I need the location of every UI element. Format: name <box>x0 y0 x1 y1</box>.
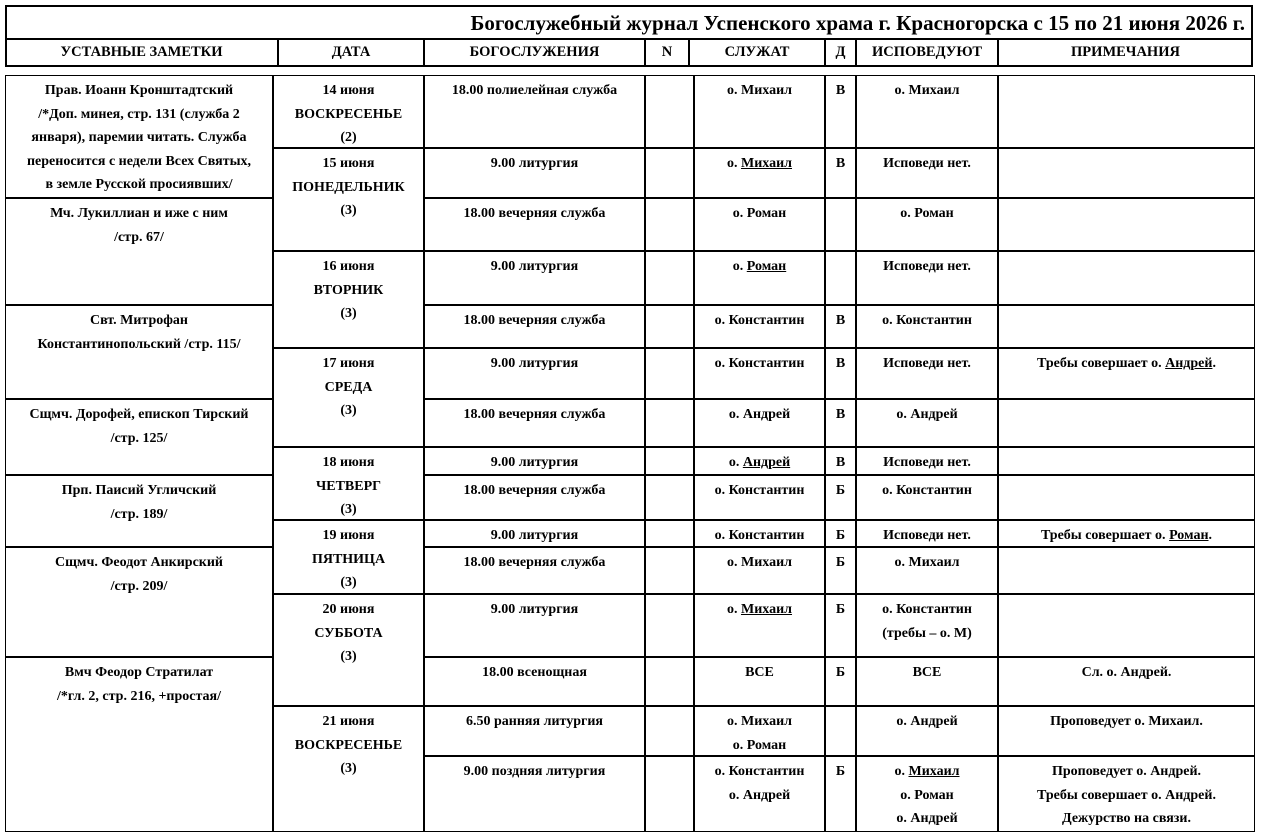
confess-cell <box>856 148 998 198</box>
d-cell <box>825 756 856 832</box>
service-label: 18.00 вечерняя служба <box>463 483 606 498</box>
d-cell <box>825 520 856 547</box>
remark-cell <box>998 399 1255 447</box>
date-label: 16 июня <box>322 259 375 274</box>
d-mark: Б <box>835 764 846 779</box>
note-line: Свт. Митрофан <box>89 313 188 328</box>
serve-name: о. Константин <box>714 528 805 543</box>
note-line: Прп. Паисий Угличский <box>61 483 217 498</box>
service-cell <box>424 305 645 348</box>
confess-cell <box>856 475 998 520</box>
remark-cell <box>998 75 1255 148</box>
n-cell <box>645 399 694 447</box>
service-cell <box>424 399 645 447</box>
weekday-label: ВТОРНИК <box>313 282 384 298</box>
confess-cell <box>856 547 998 594</box>
remark-text: Сл. о. Андрей. <box>1081 665 1172 680</box>
d-cell <box>825 399 856 447</box>
service-label: 18.00 вечерняя служба <box>463 206 606 221</box>
date-number: (3) <box>340 502 357 517</box>
service-label: 18.00 вечерняя служба <box>463 555 606 570</box>
d-cell <box>825 657 856 706</box>
confess-cell <box>856 251 998 305</box>
confess-cell <box>856 198 998 251</box>
date-label: 18 июня <box>322 455 375 470</box>
service-label: 18.00 вечерняя служба <box>463 407 606 422</box>
header-services: БОГОСЛУЖЕНИЯ <box>424 39 645 66</box>
d-mark: Б <box>835 665 846 680</box>
note-line: Сщмч. Дорофей, епископ Тирский <box>29 407 249 422</box>
serve-cell <box>694 756 825 832</box>
note-line: января), паремии читать. Служба <box>31 130 247 145</box>
date-label: 21 июня <box>322 714 375 729</box>
header-d: Д <box>825 39 856 66</box>
remark-cell <box>998 520 1255 547</box>
n-cell <box>645 547 694 594</box>
service-cell <box>424 520 645 547</box>
header-remarks: ПРИМЕЧАНИЯ <box>998 39 1253 66</box>
service-cell <box>424 447 645 475</box>
weekday-label: ПЯТНИЦА <box>311 551 386 567</box>
serve-name: о. Михаил <box>726 555 793 570</box>
date-cell <box>273 706 424 832</box>
remark-text: Проповедует о. Михаил. <box>1050 714 1203 729</box>
remark-text: Проповедует о. Андрей. <box>1051 764 1202 779</box>
note-line: Мч. Лукиллиан и иже с ним <box>50 206 228 221</box>
note-cell <box>5 399 273 475</box>
serve-cell <box>694 198 825 251</box>
serve-name: о. Андрей <box>728 455 791 470</box>
confess-cell <box>856 75 998 148</box>
n-cell <box>645 594 694 657</box>
service-label: 9.00 литургия <box>490 528 579 543</box>
confess-cell <box>856 520 998 547</box>
n-cell <box>645 198 694 251</box>
n-cell <box>645 756 694 832</box>
confess-cell <box>856 348 998 399</box>
n-cell <box>645 148 694 198</box>
date-cell <box>273 75 424 148</box>
service-label: 9.00 литургия <box>490 602 579 617</box>
note-line: /*Доп. минея, стр. 131 (служба 2 <box>38 106 240 122</box>
service-cell <box>424 148 645 198</box>
serve-name: о. Роман <box>732 259 787 274</box>
date-cell <box>273 348 424 447</box>
header-notes: УСТАВНЫЕ ЗАМЕТКИ <box>5 39 278 66</box>
serve-name: о. Андрей <box>728 407 791 422</box>
serve-name: о. Михаил <box>726 83 793 98</box>
confess-cell <box>856 657 998 706</box>
note-cell <box>5 198 273 305</box>
d-mark: В <box>835 407 846 422</box>
note-cell <box>5 547 273 657</box>
n-cell <box>645 706 694 756</box>
note-line: переносится с недели Всех Святых, <box>26 153 251 169</box>
remark-text: Требы совершает о. Андрей. <box>1037 356 1216 371</box>
d-mark: В <box>835 313 846 328</box>
d-cell <box>825 706 856 756</box>
weekday-label: ЧЕТВЕРГ <box>315 478 382 494</box>
n-cell <box>645 447 694 475</box>
date-cell <box>273 447 424 520</box>
remark-cell <box>998 475 1255 520</box>
note-line: в земле Русской просиявших/ <box>45 177 233 192</box>
remark-cell <box>998 756 1255 832</box>
serve-cell <box>694 475 825 520</box>
d-mark: В <box>835 356 846 371</box>
serve-name: о. Андрей <box>728 787 791 803</box>
serve-cell <box>694 447 825 475</box>
confess-cell <box>856 447 998 475</box>
d-cell <box>825 75 856 148</box>
weekday-label: СУББОТА <box>314 625 383 641</box>
d-cell <box>825 251 856 305</box>
date-label: 15 июня <box>322 156 375 171</box>
serve-cell <box>694 657 825 706</box>
confess-name: Исповеди нет. <box>883 528 971 543</box>
serve-name: о. Роман <box>732 206 787 221</box>
d-mark: В <box>835 156 846 171</box>
note-cell <box>5 75 273 198</box>
date-number: (3) <box>340 761 357 776</box>
confess-name: о. Андрей <box>896 714 958 729</box>
n-cell <box>645 305 694 348</box>
note-line: Сщмч. Феодот Анкирский <box>55 555 223 570</box>
note-line: /стр. 67/ <box>114 229 164 245</box>
confess-name: о. Андрей <box>896 811 958 826</box>
d-cell <box>825 148 856 198</box>
date-label: 14 июня <box>322 83 375 98</box>
serve-cell <box>694 251 825 305</box>
confess-name: о. Роман <box>900 206 954 221</box>
serve-cell <box>694 594 825 657</box>
note-line: Вмч Феодор Стратилат <box>64 665 214 680</box>
d-cell <box>825 475 856 520</box>
serve-name: о. Константин <box>714 764 805 779</box>
note-cell <box>5 475 273 547</box>
d-mark: Б <box>835 483 846 498</box>
date-number: (2) <box>340 130 357 145</box>
service-cell <box>424 251 645 305</box>
n-cell <box>645 348 694 399</box>
serve-name: о. Константин <box>714 313 805 328</box>
service-label: 9.00 поздняя литургия <box>463 764 606 779</box>
date-label: 20 июня <box>322 602 375 617</box>
serve-name: о. Роман <box>732 737 787 753</box>
note-line: /*гл. 2, стр. 216, +простая/ <box>57 688 221 704</box>
confess-cell <box>856 706 998 756</box>
confess-cell <box>856 756 998 832</box>
confess-cell <box>856 399 998 447</box>
confess-name: о. Михаил <box>894 764 960 779</box>
serve-cell <box>694 348 825 399</box>
serve-name: о. Константин <box>714 356 805 371</box>
weekday-label: ВОСКРЕСЕНЬЕ <box>294 737 403 753</box>
service-cell <box>424 348 645 399</box>
date-cell <box>273 148 424 251</box>
remark-cell <box>998 447 1255 475</box>
serve-cell <box>694 75 825 148</box>
service-label: 9.00 литургия <box>490 259 579 274</box>
d-mark: Б <box>835 555 846 570</box>
n-cell <box>645 657 694 706</box>
remark-cell <box>998 547 1255 594</box>
d-mark: В <box>835 83 846 98</box>
date-label: 17 июня <box>322 356 375 371</box>
serve-cell <box>694 399 825 447</box>
confess-name: о. Андрей <box>896 407 958 422</box>
n-cell <box>645 75 694 148</box>
remark-cell <box>998 305 1255 348</box>
d-mark: Б <box>835 602 846 617</box>
n-cell <box>645 520 694 547</box>
remark-cell <box>998 348 1255 399</box>
date-number: (3) <box>340 306 357 321</box>
d-cell <box>825 198 856 251</box>
header-confess: ИСПОВЕДУЮТ <box>856 39 998 66</box>
serve-name: о. Михаил <box>726 714 793 729</box>
confess-cell <box>856 594 998 657</box>
confess-name: Исповеди нет. <box>883 259 971 274</box>
service-cell <box>424 657 645 706</box>
remark-cell <box>998 148 1255 198</box>
serve-cell <box>694 706 825 756</box>
note-line: /стр. 125/ <box>110 430 168 446</box>
remark-cell <box>998 251 1255 305</box>
n-cell <box>645 475 694 520</box>
service-label: 9.00 литургия <box>490 356 579 371</box>
service-label: 18.00 всенощная <box>482 665 587 680</box>
remark-cell <box>998 657 1255 706</box>
confess-name: Исповеди нет. <box>883 356 971 371</box>
confess-name: о. Михаил <box>894 83 960 98</box>
d-cell <box>825 305 856 348</box>
remark-cell <box>998 198 1255 251</box>
service-cell <box>424 547 645 594</box>
note-line: Прав. Иоанн Кронштадтский <box>44 83 234 98</box>
remark-text: Требы совершает о. Андрей. <box>1037 787 1216 803</box>
header-serve: СЛУЖАТ <box>689 39 825 66</box>
confess-name: Исповеди нет. <box>883 455 971 470</box>
note-cell <box>5 305 273 399</box>
serve-name: ВСЕ <box>745 665 774 680</box>
date-number: (3) <box>340 649 357 664</box>
service-cell <box>424 594 645 657</box>
serve-name: о. Михаил <box>726 156 793 171</box>
weekday-label: ПОНЕДЕЛЬНИК <box>292 179 405 195</box>
serve-cell <box>694 305 825 348</box>
remark-cell <box>998 706 1255 756</box>
service-cell <box>424 475 645 520</box>
serve-cell <box>694 520 825 547</box>
confess-name: Исповеди нет. <box>883 156 971 171</box>
serve-cell <box>694 547 825 594</box>
service-label: 9.00 литургия <box>490 156 579 171</box>
remark-text: Требы совершает о. Роман. <box>1040 528 1213 543</box>
note-line: Константинопольский /стр. 115/ <box>37 336 241 352</box>
note-line: /стр. 209/ <box>110 578 168 594</box>
weekday-label: ВОСКРЕСЕНЬЕ <box>294 106 403 122</box>
remark-text: Дежурство на связи. <box>1062 811 1191 826</box>
service-label: 18.00 полиелейная служба <box>451 83 618 98</box>
service-label: 18.00 вечерняя служба <box>463 313 606 328</box>
service-label: 9.00 литургия <box>490 455 579 470</box>
serve-name: о. Константин <box>714 483 805 498</box>
date-number: (3) <box>340 575 357 590</box>
serve-name: о. Михаил <box>726 602 793 617</box>
date-label: 19 июня <box>322 528 375 543</box>
d-cell <box>825 594 856 657</box>
header-n: N <box>645 39 689 66</box>
date-cell <box>273 520 424 594</box>
d-cell <box>825 348 856 399</box>
remark-cell <box>998 594 1255 657</box>
weekday-label: СРЕДА <box>324 379 373 395</box>
d-mark: Б <box>835 528 846 543</box>
page-title: Богослужебный журнал Успенского храма г. Красногорска с 15 по 21 июня 2026 г. <box>5 5 1253 39</box>
service-cell <box>424 706 645 756</box>
n-cell <box>645 251 694 305</box>
d-cell <box>825 447 856 475</box>
date-number: (3) <box>340 403 357 418</box>
header-date: ДАТА <box>278 39 424 66</box>
note-cell <box>5 657 273 832</box>
confess-name: (требы – о. М) <box>882 625 972 641</box>
confess-name: о. Константин <box>882 483 972 498</box>
service-cell <box>424 756 645 832</box>
date-cell <box>273 251 424 348</box>
confess-name: ВСЕ <box>912 665 942 680</box>
confess-name: о. Константин <box>882 313 972 328</box>
confess-cell <box>856 305 998 348</box>
confess-name: о. Михаил <box>894 555 960 570</box>
confess-name: о. Роман <box>900 787 954 803</box>
date-cell <box>273 594 424 706</box>
date-number: (3) <box>340 203 357 218</box>
d-mark: В <box>835 455 846 470</box>
serve-cell <box>694 148 825 198</box>
confess-name: о. Константин <box>882 602 972 617</box>
d-cell <box>825 547 856 594</box>
service-cell <box>424 198 645 251</box>
note-line: /стр. 189/ <box>110 506 168 522</box>
service-cell <box>424 75 645 148</box>
service-label: 6.50 ранняя литургия <box>466 714 603 729</box>
